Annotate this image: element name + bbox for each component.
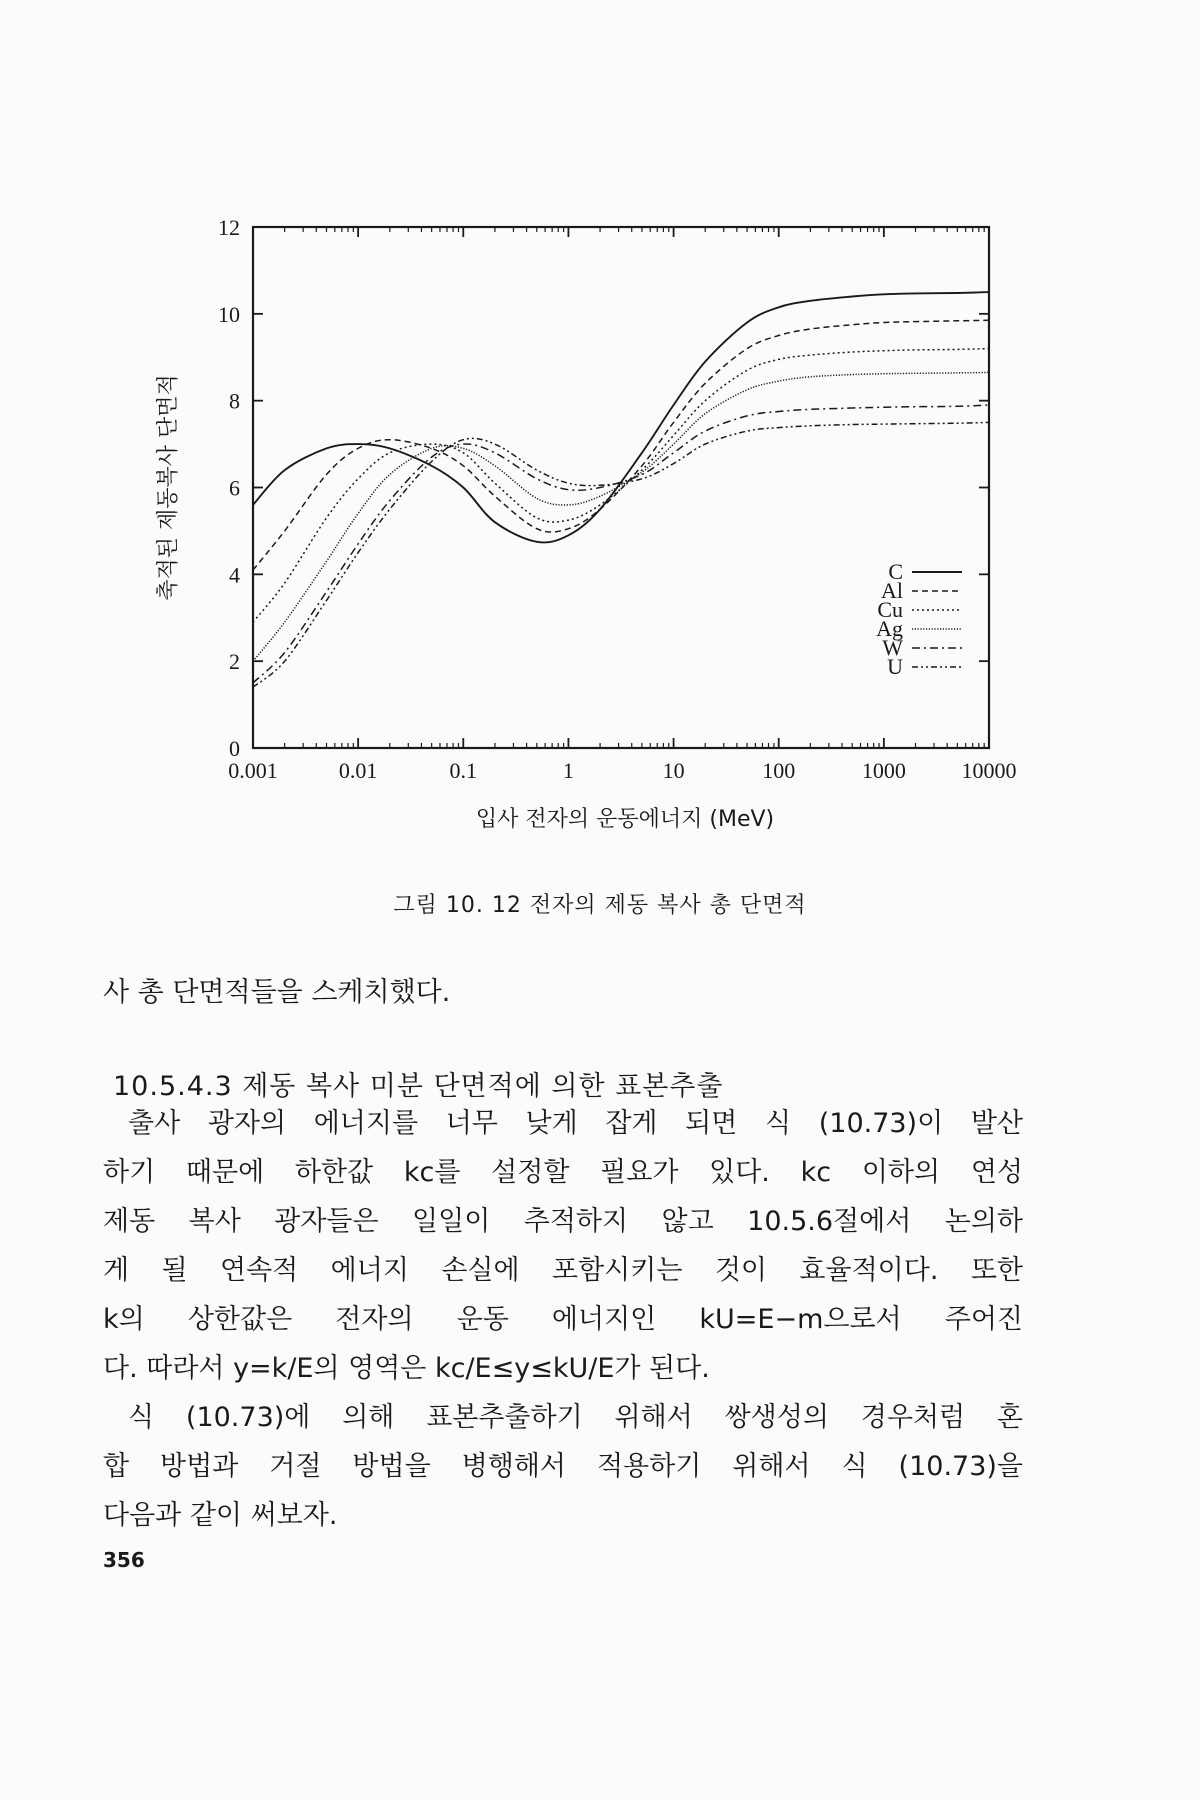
x-axis-title: 입사 전자의 운동에너지 (MeV) — [475, 807, 775, 832]
x-tick-label: 1 — [562, 758, 574, 783]
x-tick-label: 10000 — [961, 758, 1017, 783]
plot-frame — [253, 227, 989, 748]
body-text-line: 출사 광자의 에너지를 너무 낮게 잡게 되면 식 (10.73)이 발산 — [128, 1108, 1023, 1139]
body-text-line: 하기 때문에 하한값 kc를 설정할 필요가 있다. kc 이하의 연성 — [103, 1157, 1023, 1188]
x-tick-label: 10 — [662, 758, 685, 783]
body-text-line: 제동 복사 광자들은 일일이 추적하지 않고 10.5.6절에서 논의하 — [103, 1206, 1023, 1237]
y-axis-title: 축적된 제동복사 단면적 — [156, 374, 181, 601]
body-text-line: 식 (10.73)에 의해 표본추출하기 위해서 쌍생성의 경우처럼 혼 — [128, 1402, 1023, 1433]
body-text-line: 다. 따라서 y=k/E의 영역은 kc/E≤y≤kU/E가 된다. — [103, 1353, 710, 1384]
y-tick-label: 10 — [218, 301, 240, 327]
body-text-line: 합 방법과 거절 방법을 병행해서 적용하기 위해서 식 (10.73)을 — [103, 1451, 1023, 1482]
x-tick-label: 0.01 — [338, 758, 378, 783]
page-number: 356 — [103, 1548, 145, 1572]
legend-label: W — [882, 635, 903, 660]
y-tick-label: 6 — [229, 475, 240, 501]
body-text-line: 사 총 단면적들을 스케치했다. — [103, 977, 451, 1008]
y-tick-label: 12 — [218, 215, 240, 240]
series-line-u — [253, 422, 989, 687]
legend-label: Al — [881, 578, 903, 603]
body-text-line: 다음과 같이 써보자. — [103, 1500, 338, 1531]
x-tick-label: 100 — [762, 758, 796, 783]
series-line-c — [253, 292, 989, 542]
y-tick-label: 0 — [229, 736, 240, 761]
x-tick-label: 1000 — [861, 758, 906, 783]
legend-label: U — [887, 654, 903, 679]
figure-caption: 그림 10. 12 전자의 제동 복사 총 단면적 — [393, 893, 807, 918]
legend-label: Cu — [877, 597, 903, 622]
body-text-line: k의 상한값은 전자의 운동 에너지인 kU=E−m으로서 주어진 — [103, 1304, 1023, 1335]
series-line-cu — [253, 349, 989, 622]
x-tick-label: 0.1 — [449, 758, 478, 783]
body-text-line: 게 될 연속적 에너지 손실에 포함시키는 것이 효율적이다. 또한 — [103, 1255, 1023, 1286]
x-tick-label: 0.001 — [228, 758, 278, 783]
series-line-w — [253, 405, 989, 683]
y-tick-label: 8 — [229, 388, 240, 414]
legend-label: C — [888, 559, 903, 584]
y-tick-label: 4 — [229, 562, 240, 588]
legend-label: Ag — [876, 616, 903, 641]
section-heading: 10.5.4.3 제동 복사 미분 단면적에 의한 표본추출 — [113, 1071, 724, 1102]
brems-cross-section-chart — [0, 0, 1200, 880]
y-tick-label: 2 — [229, 649, 240, 675]
